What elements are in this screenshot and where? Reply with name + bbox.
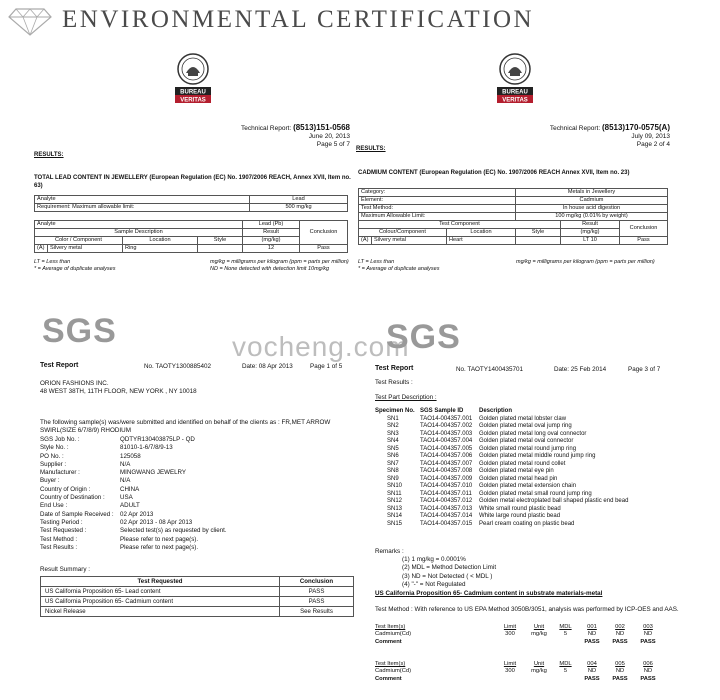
prop65-results-block-1 [375, 624, 662, 646]
prop65-test-method: Test Method : With reference to US EPA Method 3050B/3051, analysis was performed by ICP-OES and AAS. [375, 606, 679, 613]
sgs-left-date: Date: 08 Apr 2013 [242, 363, 293, 370]
result-cell: ND [615, 631, 625, 638]
cadmium-tech-report-header: Technical Report: (8513)170-0575(A) July 09, 2013 Page 2 of 4 [549, 123, 670, 148]
remark-line: (2) MDL = Method Detection Limit [402, 564, 497, 572]
sgs-right-test-part: Test Part Description : [375, 394, 437, 401]
field-value: USA [120, 494, 133, 502]
specimen-no: SN10 [387, 483, 403, 489]
result-cell [553, 639, 578, 646]
field-value: Please refer to next page(s). [120, 543, 199, 551]
field-value: N/A [120, 477, 131, 485]
specimen-no: SN8 [387, 468, 399, 474]
result-cell: ND [643, 668, 653, 675]
field-label: Manufacturer : [40, 469, 80, 477]
lead-results-table: Analyte Lead (Pb) Conclusion Sample Description Result Color / Component Location Style (mg/kg) (A) Silvery metal Ring 12 Pass [34, 220, 348, 253]
sgs-left-summary-label: Result Summary : [40, 566, 91, 573]
lead-notes: LT = Less than mg/kg = milligrams per kilogram (ppm = parts per million) * = Average of duplicate analyses ND = None detected with detection limit 10mg/kg [34, 259, 349, 272]
prop65-results-block-2 [375, 661, 662, 683]
watermark: vocheng.com [232, 331, 410, 362]
specimen-id: TAO14-004357.001 [420, 415, 473, 422]
svg-text:BUREAU: BUREAU [502, 89, 528, 96]
result-cell: PASS [612, 638, 628, 645]
specimen-desc: Golden plated metal oval connector [479, 438, 574, 444]
result-cell: Comment [375, 638, 402, 645]
result-cell: ND [615, 668, 625, 675]
sgs-left-company: ORION FASHIONS INC. 48 WEST 38TH, 11TH FLOOR, NEW YORK , NY 10018 [40, 380, 197, 396]
specimen-id: TAO14-004357.012 [420, 498, 473, 504]
specimen-no: SN15 [387, 520, 403, 527]
sgs-right-test-results: Test Results : [375, 379, 413, 386]
result-cell [495, 676, 525, 683]
sgs-right-date: Date: 25 Feb 2014 [554, 366, 607, 373]
sgs-right-remarks [402, 556, 496, 589]
field-value: 81010-1-6/7/8/9-13 [120, 444, 173, 452]
summary-test: US California Proposition 65- Cadmium content [41, 597, 280, 607]
sgs-right-report-no: No. TAOTY1400435701 [456, 366, 523, 373]
remark-line: (4) "-" = Not Regulated [402, 580, 466, 588]
result-cell: 003 [643, 624, 653, 630]
cadmium-results-label: RESULTS: [356, 146, 386, 152]
field-label: Country of Origin : [40, 485, 91, 493]
certificate-header [0, 0, 720, 40]
result-cell: ND [643, 631, 653, 638]
result-cell [525, 676, 553, 683]
lead-section-title: TOTAL LEAD CONTENT IN JEWELLERY (European Regulation (EC) No. 1907/2006 REACH, Annex XVII, Item no. 63) [34, 175, 351, 189]
specimen-id: TAO14-004357.015 [420, 520, 473, 527]
result-cell: 005 [615, 661, 625, 667]
sgs-logo: SGS [42, 312, 117, 350]
result-cell [525, 639, 553, 646]
table-row: (A) Silvery metal Ring 12 Pass [35, 245, 348, 253]
result-cell: 5 [563, 631, 568, 638]
result-cell: 300 [505, 668, 515, 675]
specimen-desc: White large round plastic bead [479, 513, 561, 519]
result-cell: Comment [375, 675, 402, 682]
sgs-right-page: Page 3 of 7 [628, 366, 661, 373]
specimen-no: SN5 [387, 445, 399, 452]
field-value: CHINA [120, 485, 140, 493]
specimen-id: TAO14-004357.007 [420, 460, 473, 467]
field-label: PO No. : [40, 452, 64, 460]
specimen-desc: Golden plated metal eye pin [479, 468, 554, 474]
svg-text:VERITAS: VERITAS [180, 97, 206, 104]
specimen-no: SN11 [387, 490, 402, 497]
field-label: Test Results : [40, 543, 78, 551]
specimen-table: Specimen No. SGS Sample ID Description SN1 TAO14-004357.001 Golden plated metal lobster claw SN2 TAO14-004357.002 Golden plated metal oval jump ring SN3 TAO14-004357.003 Golden plated metal long oval connector SN4 TAO14-004357.004 Golden plated metal oval connector SN5 TAO14-004357.005 Golden plated metal round jump ring SN6 TAO14-004357.006 Golden plated metal middle round jump ring SN7 TAO14-004357.007 Golden plated metal round collet SN8 TAO14-004357.008 Golden plated metal eye pin SN9 TAO14-004357.009 Golden plated metal head pin SN10 TAO14-004357.010 Golden plated metal extension chain SN11 TAO14-004357.011 Golden plated metal small round jump ring SN12 TAO14-004357.012 Golden metal electroplated ball shaped plastic end bead SN13 TAO14-004357.013 White small round plastic bead SN14 TAO14-004357.014 White large round plastic bead SN15 TAO14-004357.015 Pearl cream coating on plastic bead [375, 408, 695, 528]
cadmium-section-title: CADMIUM CONTENT (European Regulation (EC) No. 1907/2006 REACH Annex XVII, Item no. 23) [358, 170, 630, 176]
specimen-no: SN13 [387, 505, 403, 512]
sgs-logo: SGS [386, 318, 461, 356]
specimen-desc: Golden plated metal oval jump ring [479, 423, 572, 429]
summary-test: US California Proposition 65- Lead content [41, 587, 280, 597]
lead-results-label: RESULTS: [34, 152, 64, 158]
specimen-no: SN2 [387, 423, 399, 429]
field-value: ADULT [120, 502, 140, 510]
table-row [41, 597, 354, 607]
svg-text:BUREAU: BUREAU [180, 89, 206, 96]
result-cell: Limit [503, 661, 517, 667]
specimen-no: SN12 [387, 498, 403, 504]
specimen-desc: Golden plated metal extension chain [479, 483, 577, 489]
result-cell: mg/kg [531, 668, 547, 675]
field-value: Please refer to next page(s). [120, 535, 199, 543]
specimen-no: SN4 [387, 438, 399, 444]
result-cell: Test Item(s) [375, 661, 406, 667]
sgs-left-intro: The following sample(s) was/were submitted and identified on behalf of the clients as : FR,MET ARROW SWIRL(SIZE 6/7/8/9) RHODIUM [40, 419, 331, 435]
prop65-title: US California Proposition 65- Cadmium content in substrate materials-metal [375, 590, 603, 597]
result-cell: 300 [505, 631, 515, 638]
remark-line: (1) 1 mg/kg = 0.0001% [402, 556, 466, 563]
field-label: Country of Destination : [40, 494, 105, 502]
sgs-right-title: Test Report [375, 365, 414, 372]
field-label: Test Requested : [40, 527, 87, 535]
specimen-no: SN3 [387, 430, 399, 437]
specimen-desc: Pearl cream coating on plastic bead [479, 520, 575, 527]
result-cell: PASS [612, 675, 628, 682]
field-value: Selected test(s) as requested by client. [120, 527, 227, 535]
field-value: 125058 [120, 452, 141, 460]
specimen-desc: Golden plated metal middle round jump ring [479, 453, 596, 459]
specimen-id: TAO14-004357.003 [420, 430, 473, 437]
specimen-no: SN14 [387, 513, 403, 519]
specimen-no: SN7 [387, 460, 399, 467]
result-cell: 006 [643, 661, 653, 667]
diamond-icon [8, 6, 52, 36]
summary-conclusion: PASS [280, 587, 354, 597]
field-label: Buyer : [40, 477, 60, 485]
result-cell: ND [587, 631, 597, 638]
sgs-left-summary-table: Test Requested Conclusion US California Proposition 65- Lead content PASS US California Proposition 65- Cadmium content PASS Nickel Release See Results [40, 576, 354, 617]
field-label: Date of Sample Received : [40, 510, 114, 518]
sgs-left-page: Page 1 of 5 [310, 363, 343, 370]
specimen-id: TAO14-004357.010 [420, 483, 473, 489]
page-title: ENVIRONMENTAL CERTIFICATION [62, 6, 535, 33]
result-cell: PASS [584, 638, 600, 645]
field-value: N/A [120, 460, 131, 468]
table-row [41, 607, 354, 617]
specimen-no: SN1 [387, 415, 399, 422]
result-cell: 5 [563, 668, 568, 675]
lead-requirement-table: Analyte Lead Requirement: Maximum allowable limit: 500 mg/kg [34, 195, 348, 212]
summary-conclusion: See Results [280, 607, 354, 617]
result-cell: PASS [584, 675, 600, 682]
field-label: Testing Period : [40, 518, 83, 526]
summary-conclusion: PASS [280, 597, 354, 607]
result-cell: Limit [503, 624, 517, 630]
specimen-id: TAO14-004357.004 [420, 438, 473, 444]
specimen-desc: Golden plated metal round jump ring [479, 445, 577, 452]
specimen-desc: Golden plated metal round collet [479, 460, 566, 467]
sgs-left-title: Test Report [40, 362, 79, 369]
field-label: Supplier : [40, 460, 67, 468]
table-row [41, 587, 354, 597]
result-cell: mg/kg [531, 631, 547, 638]
specimen-desc: Golden plated metal lobster claw [479, 415, 567, 422]
sgs-left-report-no: No. TAOTY1300885402 [144, 363, 211, 370]
specimen-desc: Golden metal electroplated ball shaped plastic end bead [479, 498, 629, 504]
field-label: End Use : [40, 502, 68, 510]
specimen-desc: Golden plated metal small round jump ring [479, 490, 592, 497]
sgs-left-fields [40, 436, 340, 552]
result-cell: Test Item(s) [375, 624, 406, 630]
specimen-desc: Golden plated metal long oval connector [479, 430, 587, 437]
remark-line: (3) ND = Not Detected ( < MDL ) [402, 572, 493, 580]
specimen-id: TAO14-004357.013 [420, 505, 473, 512]
specimen-desc: Golden plated metal head pin [479, 475, 558, 482]
specimen-id: TAO14-004357.006 [420, 453, 473, 459]
field-value: QDTYR130403875LP - QD [120, 436, 195, 443]
field-value: 02 Apr 2013 - 08 Apr 2013 [120, 518, 193, 526]
result-cell: PASS [640, 675, 656, 682]
result-cell: Cadmium(Cd) [375, 631, 412, 638]
specimen-id: TAO14-004357.005 [420, 445, 473, 452]
specimen-no: SN6 [387, 453, 399, 459]
result-cell: Cadmium(Cd) [375, 668, 412, 675]
cadmium-notes: LT = Less than mg/kg = milligrams per kilogram (ppm = parts per million) * = Average of duplicate analyses [358, 259, 655, 272]
result-cell: 004 [587, 661, 597, 667]
bureau-veritas-logo [173, 52, 213, 104]
result-cell: MDL [559, 624, 572, 630]
result-cell: PASS [640, 638, 656, 645]
svg-text:VERITAS: VERITAS [502, 97, 528, 104]
summary-test: Nickel Release [41, 607, 280, 617]
specimen-desc: White small round plastic bead [479, 505, 561, 512]
sgs-right-remarks-label: Remarks : [375, 548, 404, 555]
specimen-id: TAO14-004357.014 [420, 513, 473, 519]
result-cell: MDL [559, 661, 572, 667]
specimen-id: TAO14-004357.008 [420, 468, 473, 474]
result-cell: ND [587, 668, 597, 675]
lead-tech-report-header: Technical Report: (8513)151-0568 June 20, 2013 Page 5 of 7 [241, 123, 350, 148]
result-cell: 001 [587, 624, 597, 630]
field-value: MINGWANG JEWELRY [120, 469, 187, 477]
specimen-no: SN9 [387, 475, 399, 482]
bureau-veritas-logo [495, 52, 535, 104]
result-cell [495, 639, 525, 646]
specimen-id: TAO14-004357.002 [420, 423, 473, 429]
result-cell: Unit [533, 661, 545, 667]
specimen-id: TAO14-004357.011 [420, 490, 472, 497]
result-cell: Unit [533, 624, 545, 630]
result-cell: 002 [615, 624, 625, 630]
table-row: (A) Silvery metal Heart LT 10 Pass [359, 237, 668, 245]
field-label: Style No. : [40, 444, 69, 452]
specimen-id: TAO14-004357.009 [420, 475, 473, 482]
field-label: Test Method : [40, 535, 78, 543]
field-label: SGS Job No. : [40, 436, 80, 443]
result-cell [553, 676, 578, 683]
cadmium-results-table: Category: Metals in Jewellery Element: Cadmium Test Method: In house acid digestion Maximum Allowable Limit: 100 mg/kg (0.01% by weight) Test Component Result Conclusion Colour/Component Location Style (mg/kg) (A) Silvery metal Heart LT 10 Pass [358, 188, 668, 245]
field-value: 02 Apr 2013 [120, 510, 154, 518]
